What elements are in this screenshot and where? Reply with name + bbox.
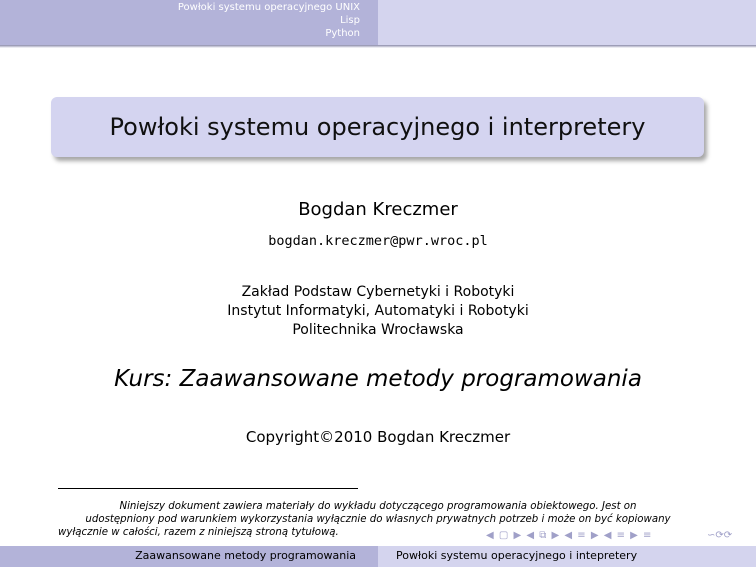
institution-block <box>0 283 756 340</box>
footer-right-panel <box>378 546 756 567</box>
institution-line-institute: Instytut Informatyki, Automatyki i Robotyki <box>227 303 529 319</box>
slide-title: Powłoki systemu operacyjnego i interpretery <box>109 113 646 141</box>
institution-line-department: Zakład Podstaw Cybernetyki i Robotyki <box>241 284 515 300</box>
header-left-panel <box>0 0 378 47</box>
section-link-python[interactable]: Python <box>325 28 360 39</box>
header-shadow <box>0 45 756 48</box>
section-link-unix[interactable]: Powłoki systemu operacyjnego UNIX <box>177 2 360 13</box>
header-right-panel <box>378 0 756 47</box>
navigation-symbols[interactable]: ◀ ▢ ▶ ◀ ⧉ ▶ ◀ ≡ ▶ ◀ ≡ ▶ ≡ <box>486 530 653 541</box>
title-box <box>51 97 704 157</box>
footer-course: Zaawansowane metody programowania <box>135 549 356 562</box>
institution-line-university: Politechnika Wrocławska <box>292 322 464 338</box>
header-bar <box>0 0 756 47</box>
author-name: Bogdan Kreczmer <box>298 199 458 220</box>
footer-left-panel <box>0 546 378 567</box>
footnote-line-3: wyłącznie w całości, razem z niniejszą stroną tytułową. <box>58 527 339 538</box>
section-navigation <box>178 1 360 40</box>
author-email: bogdan.kreczmer@pwr.wroc.pl <box>268 233 488 249</box>
footnote-line-2: udostępniony pod warunkiem wykorzystania wyłącznie do własnych prywatnych potrzeb i może on być kopiowany <box>85 514 671 525</box>
course-title: Kurs: Zaawansowane metody programowania <box>114 366 642 392</box>
section-link-lisp[interactable]: Lisp <box>340 15 360 26</box>
footer-presentation-title: Powłoki systemu operacyjnego i intepretery <box>396 549 638 562</box>
footnote-rule <box>58 488 358 489</box>
search-icon[interactable]: ∽⟳⟳ <box>707 530 733 541</box>
copyright-notice: Copyright©2010 Bogdan Kreczmer <box>245 428 511 446</box>
footnote-line-1: Niniejszy dokument zawiera materiały do wykładu dotyczącego programowania obiektowego. Jest on <box>119 501 637 512</box>
